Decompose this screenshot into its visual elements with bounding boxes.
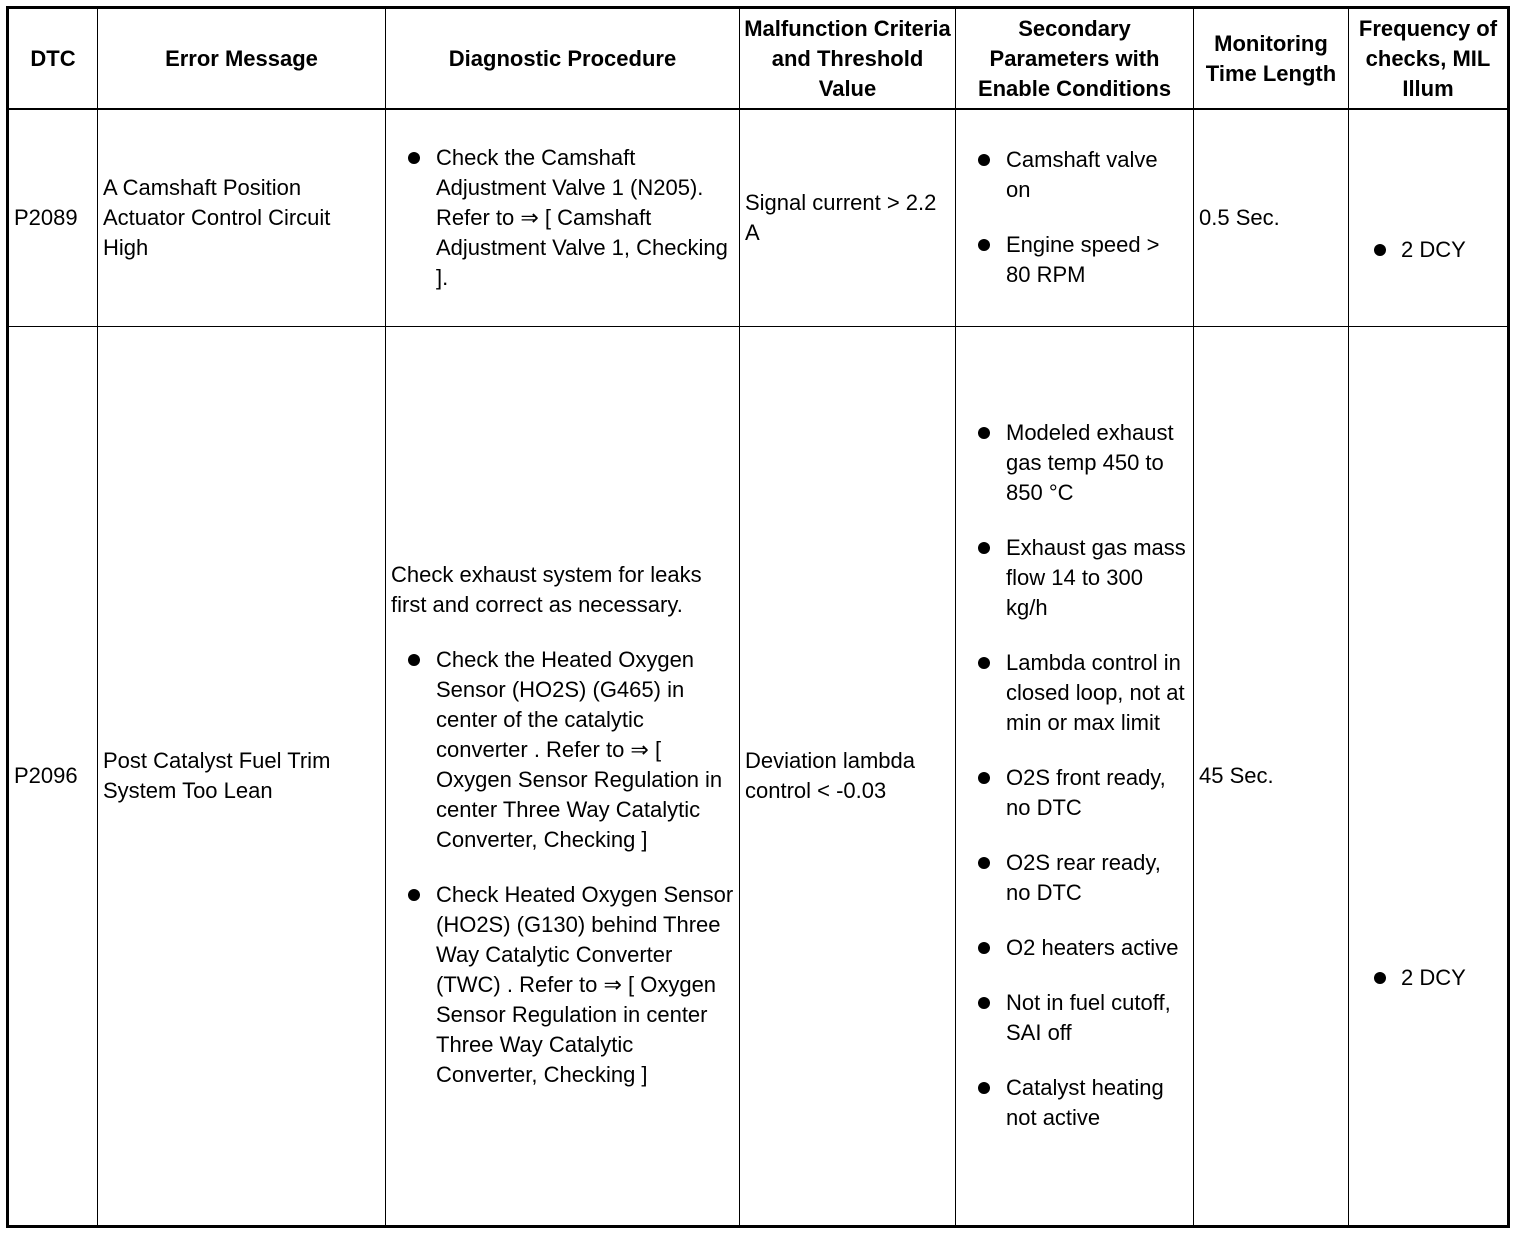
dtc-code: P2096 xyxy=(8,326,98,1226)
procedure-list xyxy=(391,645,734,1090)
error-message: A Camshaft Position Actuator Control Circuit High xyxy=(98,109,386,326)
header-secondary-parameters: Secondary Parameters with Enable Conditions xyxy=(956,8,1194,110)
secondary-parameters xyxy=(956,326,1194,1226)
header-monitoring-time: Monitoring Time Length xyxy=(1194,8,1349,110)
header-diagnostic-procedure: Diagnostic Procedure xyxy=(386,8,740,110)
frequency-item: 2 DCY xyxy=(1354,963,1502,993)
frequency-list xyxy=(1354,235,1502,265)
parameter-item: O2 heaters active xyxy=(961,933,1188,963)
malfunction-criteria: Deviation lambda control < -0.03 xyxy=(740,326,956,1226)
dtc-table xyxy=(6,6,1510,1228)
parameter-item: Not in fuel cutoff, SAI off xyxy=(961,988,1188,1048)
parameter-list xyxy=(961,145,1188,290)
monitoring-time: 45 Sec. xyxy=(1194,326,1349,1226)
header-frequency: Frequency of checks, MIL Illum xyxy=(1349,8,1509,110)
parameter-item: Camshaft valve on xyxy=(961,145,1188,205)
header-malfunction-criteria: Malfunction Criteria and Threshold Value xyxy=(740,8,956,110)
dtc-code: P2089 xyxy=(8,109,98,326)
parameter-list xyxy=(961,418,1188,1133)
procedure-step: Check the Heated Oxygen Sensor (HO2S) (G465) in center of the catalytic converter . Refer to ⇒ [ Oxygen Sensor Regulation in center Three Way Catalytic Converter, Checking ] xyxy=(391,645,734,855)
malfunction-criteria: Signal current > 2.2 A xyxy=(740,109,956,326)
frequency xyxy=(1349,109,1509,326)
parameter-item: O2S front ready, no DTC xyxy=(961,763,1188,823)
parameter-item: O2S rear ready, no DTC xyxy=(961,848,1188,908)
procedure-intro: Check exhaust system for leaks first and correct as necessary. xyxy=(391,562,702,617)
header-dtc: DTC xyxy=(8,8,98,110)
diagnostic-procedure xyxy=(386,326,740,1226)
frequency-list xyxy=(1354,963,1502,993)
header-row xyxy=(8,8,1509,110)
parameter-item: Engine speed > 80 RPM xyxy=(961,230,1188,290)
diagnostic-procedure xyxy=(386,109,740,326)
table-row xyxy=(8,326,1509,1226)
parameter-item: Exhaust gas mass flow 14 to 300 kg/h xyxy=(961,533,1188,623)
error-message: Post Catalyst Fuel Trim System Too Lean xyxy=(98,326,386,1226)
frequency-item: 2 DCY xyxy=(1354,235,1502,265)
parameter-item: Modeled exhaust gas temp 450 to 850 °C xyxy=(961,418,1188,508)
monitoring-time: 0.5 Sec. xyxy=(1194,109,1349,326)
procedure-step: Check the Camshaft Adjustment Valve 1 (N205). Refer to ⇒ [ Camshaft Adjustment Valve 1, Checking ]. xyxy=(391,143,734,293)
frequency xyxy=(1349,326,1509,1226)
secondary-parameters xyxy=(956,109,1194,326)
procedure-step: Check Heated Oxygen Sensor (HO2S) (G130) behind Three Way Catalytic Converter (TWC) . Refer to ⇒ [ Oxygen Sensor Regulation in center Three Way Catalytic Converter, Checking ] xyxy=(391,880,734,1090)
procedure-list xyxy=(391,143,734,293)
table-row xyxy=(8,109,1509,326)
header-error-message: Error Message xyxy=(98,8,386,110)
parameter-item: Catalyst heating not active xyxy=(961,1073,1188,1133)
parameter-item: Lambda control in closed loop, not at min or max limit xyxy=(961,648,1188,738)
